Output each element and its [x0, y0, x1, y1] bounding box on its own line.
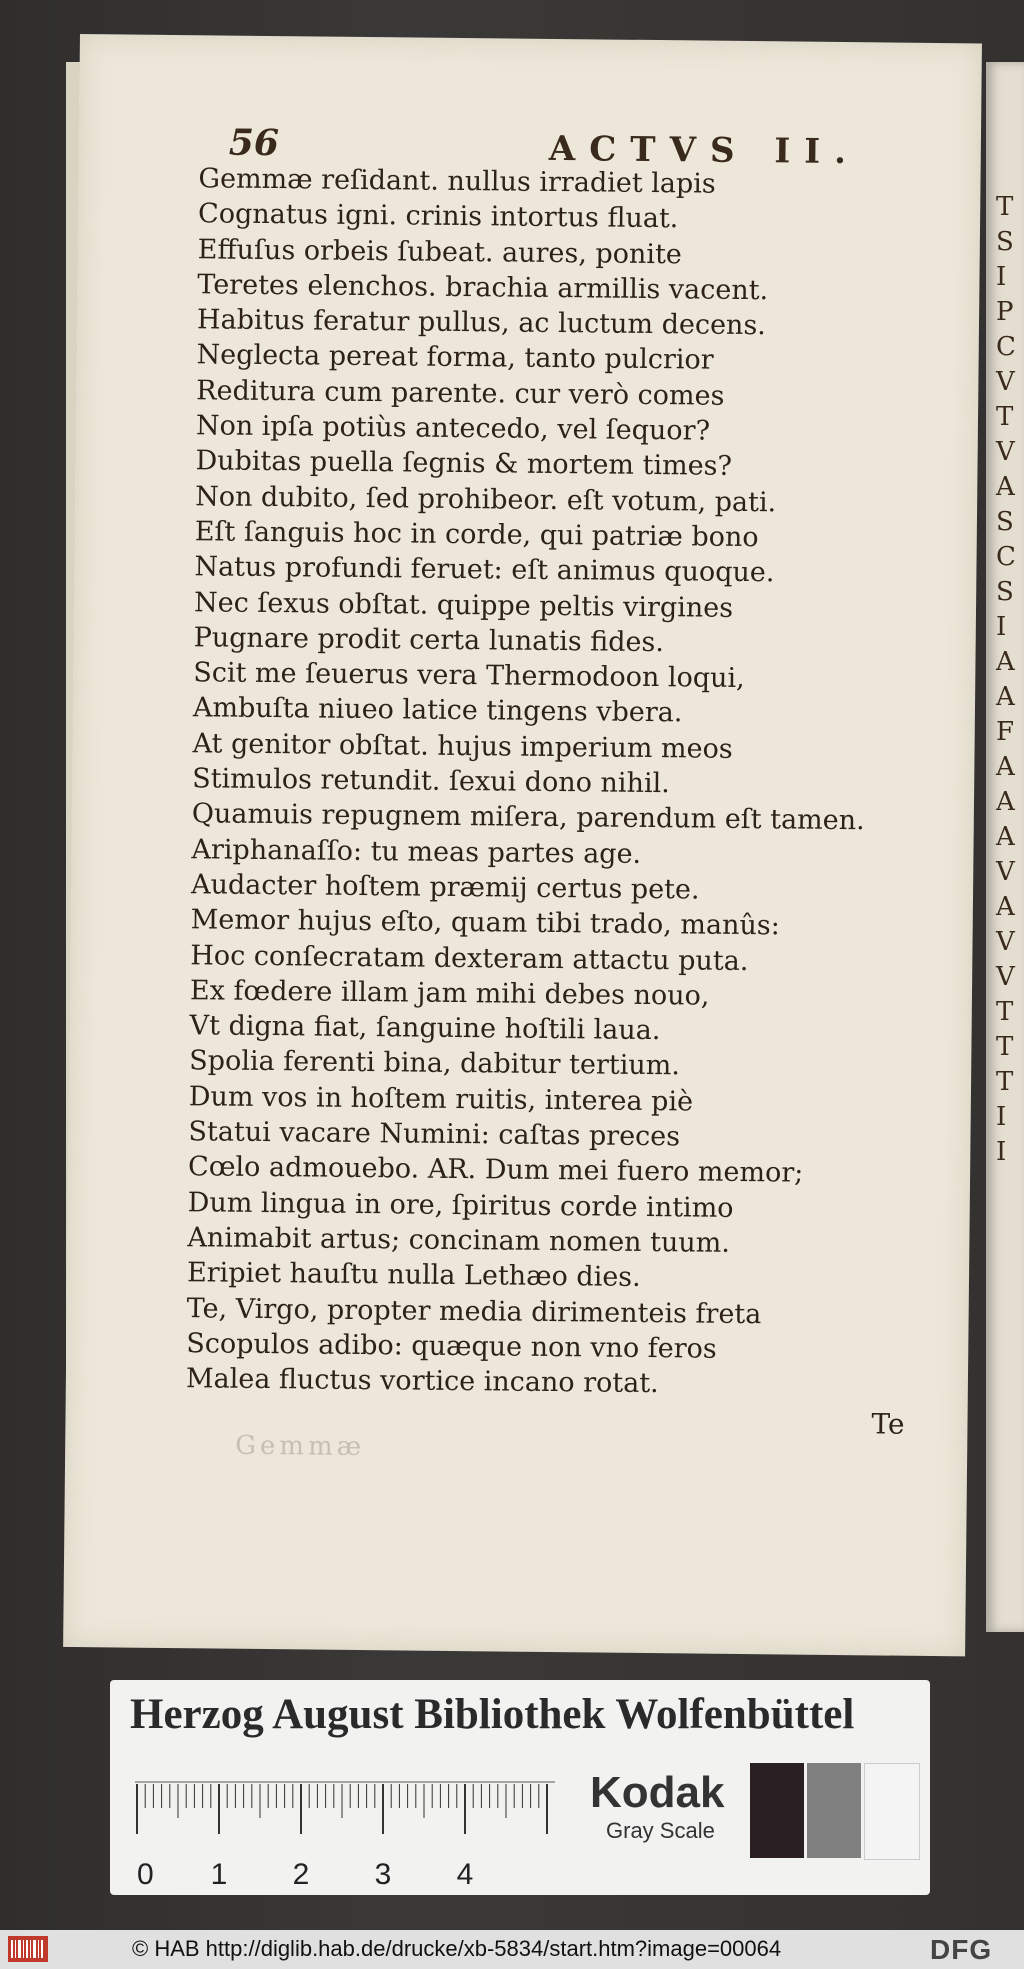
- verse-line: Stimulos retundit. ſexui dono nihil.: [192, 763, 670, 800]
- catchword: Te: [871, 1407, 905, 1441]
- verse-line: Habitus feratur pullus, ac luctum decens.: [196, 304, 767, 342]
- next-page-letter: I: [996, 1102, 1007, 1132]
- footer-bar: [0, 1930, 1024, 1969]
- verse-line: Statui vacare Numini: caſtas preces: [188, 1116, 681, 1153]
- verse-line: At genitor obſtat. hujus imperium meos: [192, 727, 733, 765]
- show-through-text: Gemmæ: [235, 1430, 366, 1463]
- dfg-logo: DFG: [930, 1934, 993, 1965]
- next-page-letter: I: [996, 262, 1007, 292]
- verse-line: Teretes elenchos. brachia armillis vacent.: [197, 269, 769, 307]
- gray-scale-label: Gray Scale: [606, 1818, 715, 1843]
- next-page-edge: [986, 62, 1024, 1632]
- verse-line: Non ipſa potiùs antecedo, vel ſequor?: [195, 410, 711, 447]
- ruler-label: 3: [374, 1858, 392, 1890]
- verse-line: Gemmæ reſidant. nullus irradiet lapis: [198, 163, 716, 200]
- next-page-letter: I: [996, 1137, 1007, 1167]
- verse-line: Vt digna fiat, ſanguine hoſtili laua.: [189, 1010, 661, 1047]
- verse-line: Ariphanaſſo: tu meas partes age.: [191, 833, 642, 870]
- verse-line: Quamuis repugnem miſera, parendum eſt tamen.: [191, 798, 865, 837]
- verse-line: Animabit artus; concinam nomen tuum.: [187, 1222, 731, 1259]
- next-page-letter: A: [996, 647, 1015, 677]
- color-reference-card: [110, 1680, 930, 1895]
- next-page-letter: I: [996, 612, 1007, 642]
- next-page-letter: T: [996, 192, 1014, 222]
- verse-line: Hoc conſecratam dexteram attactu puta.: [190, 939, 749, 977]
- next-page-letter: P: [996, 297, 1014, 327]
- next-page-letter: V: [996, 437, 1015, 467]
- next-page-letter: C: [996, 542, 1016, 572]
- gray-swatch: [750, 1763, 804, 1858]
- verse-line: Memor hujus eſto, quam tibi trado, manûs:: [190, 904, 780, 942]
- verse-line: Non dubito, ſed prohibeor. eſt votum, pati.: [195, 480, 777, 518]
- ruler-label: 1: [210, 1858, 228, 1890]
- verse-line: Eſt ſanguis hoc in corde, qui patriæ bono: [194, 516, 759, 554]
- next-page-letter: V: [996, 367, 1015, 397]
- verse-line: Te, Virgo, propter media dirimenteis freta: [186, 1292, 762, 1330]
- page-number: 56: [228, 121, 280, 165]
- next-page-letter: T: [996, 1032, 1014, 1062]
- verse-line: Cœlo admouebo. AR. Dum mei fuero memor;: [187, 1151, 804, 1189]
- next-page-letter: T: [996, 1067, 1014, 1097]
- barcode-icon: [8, 1936, 48, 1962]
- scale-ruler: [135, 1780, 565, 1890]
- verse-line: Spolia ferenti bina, dabitur tertium.: [189, 1045, 681, 1082]
- verse-line: Neglecta pereat forma, tanto pulcrior: [196, 339, 714, 377]
- next-page-letter: V: [996, 962, 1015, 992]
- verse-line: Audacter hoſtem præmij certus pete.: [190, 869, 700, 906]
- verse-line: Scopulos adibo: quæque non vno feros: [186, 1327, 717, 1365]
- next-page-letter: A: [996, 822, 1015, 852]
- verse-line: Scit me ſeuerus vera Thermodoon loqui,: [193, 657, 745, 695]
- verse-line: Pugnare prodit certa lunatis fides.: [193, 622, 665, 659]
- verse-line: Ambuſta niueo latice tingens vbera.: [192, 692, 683, 729]
- verse-line: Natus profundi feruet: eſt animus quoque.: [194, 551, 775, 589]
- next-page-letter: A: [996, 787, 1015, 817]
- next-page-letter: C: [996, 332, 1016, 362]
- next-page-letter: T: [996, 402, 1014, 432]
- library-name: Herzog August Bibliothek Wolfenbüttel: [130, 1691, 855, 1738]
- verse-line: Malea fluctus vortice incano rotat.: [185, 1363, 659, 1400]
- next-page-letter: S: [996, 577, 1014, 607]
- ruler-label: 4: [456, 1858, 474, 1890]
- ruler-label: 2: [292, 1858, 310, 1890]
- next-page-letter: A: [996, 752, 1015, 782]
- next-page-letter: A: [996, 682, 1015, 712]
- ruler-label: 0: [137, 1858, 154, 1890]
- next-page-letter: S: [996, 507, 1014, 537]
- gray-swatch: [807, 1763, 861, 1858]
- verse-line: Reditura cum parente. cur verò comes: [196, 375, 725, 412]
- next-page-letter: V: [996, 927, 1015, 957]
- next-page-letter: V: [996, 857, 1015, 887]
- verse-line: Dum lingua in ore, ſpiritus corde intimo: [187, 1186, 734, 1224]
- running-title: ACTVS II.: [548, 128, 861, 173]
- next-page-letter: T: [996, 997, 1014, 1027]
- next-page-letter: A: [996, 892, 1015, 922]
- verse-text: [186, 161, 872, 1403]
- verse-line: Ex fœdere illam jam mihi debes nouo,: [189, 975, 710, 1012]
- source-link[interactable]: © HAB http://diglib.hab.de/drucke/xb-5834/start.htm?image=00064: [132, 1936, 782, 1961]
- verse-line: Dum vos in hoſtem ruitis, interea piè: [188, 1080, 694, 1118]
- gray-swatch: [864, 1763, 920, 1860]
- book-page: [63, 34, 982, 1656]
- next-page-letter: F: [996, 717, 1015, 747]
- verse-line: Cognatus igni. crinis intortus fluat.: [197, 198, 679, 235]
- next-page-letter: S: [996, 227, 1014, 257]
- verse-line: Dubitas puella ſegnis & mortem times?: [195, 445, 733, 483]
- kodak-logo: Kodak: [590, 1768, 725, 1817]
- verse-line: Effuſus orbeis ſubeat. aures, ponite: [197, 233, 683, 270]
- verse-line: Nec ſexus obſtat. quippe peltis virgines: [193, 586, 734, 624]
- verse-line: Eripiet hauſtu nulla Lethæo dies.: [186, 1257, 641, 1294]
- next-page-letter: A: [996, 472, 1015, 502]
